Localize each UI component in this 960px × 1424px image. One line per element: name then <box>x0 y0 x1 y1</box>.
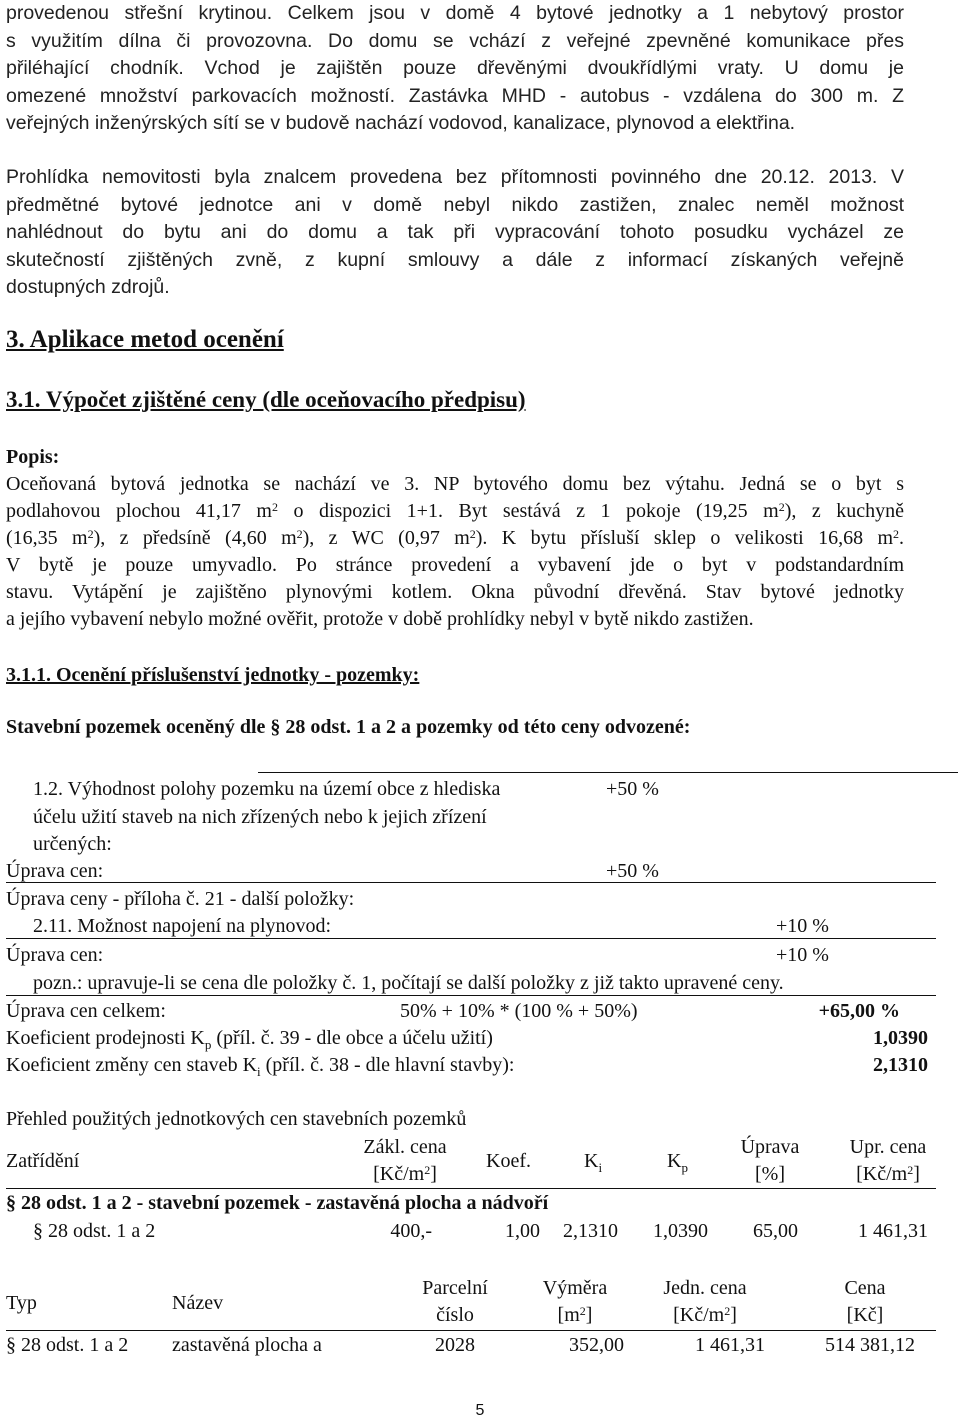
inspection-paragraph <box>6 164 904 302</box>
divider <box>6 938 936 939</box>
superscript: 2 <box>271 500 278 514</box>
calc-label: 1.2. Výhodnost polohy pozemku na území obce z hlediska <box>33 778 501 800</box>
inspection-line: předmětné bytové jednotce ani v domě nebyl nikdo zastižen, znalec neměl možnost <box>6 193 904 216</box>
superscript: 2 <box>579 1304 586 1318</box>
text-fragment: . <box>899 527 905 549</box>
calc-value: +10 % <box>776 944 829 966</box>
table-cell: § 28 odst. 1 a 2 <box>33 1220 156 1242</box>
table-cell: 65,00 <box>753 1220 798 1242</box>
text-fragment: ). K bytu přísluší sklep o velikosti 16,68 m <box>475 527 894 549</box>
superscript: 2 <box>469 527 476 541</box>
text-fragment: K <box>584 1150 599 1172</box>
calc-value: +65,00 % <box>818 1000 900 1022</box>
column-header: Výměra <box>542 1277 608 1299</box>
superscript: 2 <box>778 500 785 514</box>
superscript: 2 <box>907 1163 914 1177</box>
intro-line: provedenou střešní krytinou. Celkem jsou v domě 4 bytové jednotky a 1 nebytový prostor <box>6 2 904 24</box>
text-fragment: [Kč/m <box>673 1304 725 1326</box>
page-number: 5 <box>475 1402 485 1419</box>
column-header <box>667 1148 688 1181</box>
calc-label: 2.11. Možnost napojení na plynovod: <box>33 915 332 937</box>
calc-value: 1,0390 <box>873 1027 928 1049</box>
column-header <box>340 1161 470 1187</box>
table-cell: 400,- <box>390 1220 432 1242</box>
table-cell: 514 381,12 <box>825 1334 915 1356</box>
text-fragment: (příl. č. 39 - dle obce a účelu užití) <box>211 1027 493 1049</box>
column-header: Typ <box>6 1292 37 1314</box>
table-cell: 1 461,31 <box>695 1334 765 1356</box>
text-fragment: [m <box>557 1304 580 1326</box>
inspection-line: nahlédnout do bytu ani do domu a tak při vypracování tohoto posudku vycházel ze <box>6 221 904 243</box>
calc-label: určených: <box>33 833 112 855</box>
column-header: Název <box>172 1292 224 1314</box>
text-fragment: ), z kuchyně <box>784 500 904 522</box>
inspection-line: dostupných zdrojů. <box>6 276 170 298</box>
prehled-title: Přehled použitých jednotkových cen stavebních pozemků <box>6 1108 467 1130</box>
intro-line: omezené množství parkovacích možností. Zastávka MHD - autobus - vzdálena do 300 m. Z <box>6 84 904 107</box>
table-cell: 1,0390 <box>653 1220 708 1242</box>
column-header: [%] <box>755 1163 785 1185</box>
text-fragment: ] <box>585 1304 593 1326</box>
superscript: 2 <box>87 527 94 541</box>
column-header: Zákl. cena <box>363 1136 447 1158</box>
stavebni-pozemek-title: Stavební pozemek oceněný dle § 28 odst. 1 a 2 a pozemky od této ceny odvozené: <box>6 716 691 738</box>
text-fragment: K <box>667 1150 682 1172</box>
superscript: 2 <box>893 527 900 541</box>
column-header: Koef. <box>486 1150 531 1172</box>
heading-section-3: 3. Aplikace metod ocenění <box>6 326 284 353</box>
table-cell: § 28 odst. 1 a 2 <box>6 1334 129 1356</box>
intro-line: s využitím dílna či provozovna. Do domu se vchází z veřejné zpevněné komunikace přes <box>6 29 904 52</box>
column-header <box>520 1302 630 1328</box>
column-header: Cena <box>844 1277 886 1299</box>
divider <box>6 1188 936 1189</box>
popis-line <box>6 498 904 525</box>
table-cell: 1 461,31 <box>858 1220 928 1242</box>
column-header: Upr. cena <box>849 1136 927 1158</box>
superscript: 2 <box>724 1304 731 1318</box>
table-cell: 2,1310 <box>563 1220 618 1242</box>
divider <box>6 995 936 996</box>
calc-label: účelu užití staveb na nich zřízených nebo k jejich zřízení <box>33 806 487 828</box>
column-header: číslo <box>436 1304 474 1326</box>
column-header <box>584 1148 602 1181</box>
popis-paragraph <box>6 471 904 633</box>
column-header: Parcelní <box>422 1277 488 1299</box>
text-fragment: ] <box>913 1163 920 1185</box>
subscript: i <box>257 1064 261 1079</box>
popis-line: V bytě je pouze umyvadlo. Po stránce provedení a vybavení jde o byt v podstandardním <box>6 554 904 576</box>
calc-label: Úprava ceny - příloha č. 21 - další položky: <box>6 888 355 910</box>
column-header: Jedn. cena <box>663 1277 747 1299</box>
superscript: 2 <box>424 1163 431 1177</box>
text-fragment: podlahovou plochou 41,17 m <box>6 500 272 522</box>
divider <box>6 1330 936 1331</box>
subscript: p <box>681 1160 688 1175</box>
text-fragment: o dispozici 1+1. Byt sestává z 1 pokoje (19,25 m <box>277 500 779 522</box>
divider <box>6 882 936 883</box>
inspection-line: skutečností zjištěných zvně, z kupní smlouvy a dále z informací získaných veřejně <box>6 248 904 271</box>
popis-line: stavu. Vytápění je zajištěno plynovými kotlem. Okna původní dřevěná. Stav bytové jednotky <box>6 581 904 603</box>
calc-value: +10 % <box>776 915 829 937</box>
popis-line: a jejího vybavení nebylo možné ověřit, protože v době prohlídky nebyl v bytě nikdo zastižen. <box>6 608 754 630</box>
group-row: § 28 odst. 1 a 2 - stavební pozemek - zastavěná plocha a nádvoří <box>6 1192 549 1214</box>
calc-value: +50 % <box>606 860 659 882</box>
calc-label: Úprava cen celkem: <box>6 1000 166 1022</box>
subscript: i <box>598 1160 603 1175</box>
column-header <box>640 1302 770 1328</box>
popis-label: Popis: <box>6 446 60 468</box>
table-cell: 2028 <box>435 1334 475 1356</box>
intro-line: přiléhající chodník. Vchod je zajištěn pouze dřevěnými dvoukřídlými vraty. U domu je <box>6 57 904 79</box>
text-fragment: (příl. č. 38 - dle hlavní stavby): <box>260 1054 515 1076</box>
table-cell: 352,00 <box>569 1334 624 1356</box>
intro-paragraph <box>6 0 904 138</box>
subscript: p <box>204 1037 212 1052</box>
column-header <box>828 1161 948 1187</box>
calc-note: pozn.: upravuje-li se cena dle položky č. 1, počítají se další položky z již takto upravené ceny. <box>33 972 784 994</box>
text-fragment: (16,35 m <box>6 527 88 549</box>
intro-line: veřejných inženýrských sítí se v budově nachází vodovod, kanalizace, plynovod a elektřina. <box>6 112 796 134</box>
popis-line: Oceňovaná bytová jednotka se nachází ve 3. NP bytového domu bez výtahu. Jedná se o byt s <box>6 473 904 495</box>
text-fragment: ] <box>730 1304 737 1326</box>
heading-section-3-1-1: 3.1.1. Ocenění příslušenství jednotky - pozemky: <box>6 664 420 686</box>
calc-value: +50 % <box>606 778 659 800</box>
inspection-line: Prohlídka nemovitosti byla znalcem provedena bez přítomnosti povinného dne 20.12. 2013. V <box>6 166 904 188</box>
superscript: 2 <box>296 527 303 541</box>
table-cell: 1,00 <box>505 1220 540 1242</box>
column-header: Zatřídění <box>6 1150 80 1172</box>
divider <box>258 772 958 773</box>
text-fragment: ] <box>430 1163 437 1185</box>
calc-value: 2,1310 <box>873 1054 928 1076</box>
column-header: Úprava <box>740 1136 800 1158</box>
text-fragment: [Kč/m <box>373 1163 425 1185</box>
column-header: [Kč] <box>846 1304 884 1326</box>
text-fragment: Koeficient prodejnosti K <box>6 1027 205 1049</box>
calc-formula: 50% + 10% * (100 % + 50%) <box>400 1000 638 1022</box>
text-fragment: Koeficient změny cen staveb K <box>6 1054 258 1076</box>
popis-line <box>6 525 904 552</box>
text-fragment: ), z předsíně (4,60 m <box>93 527 297 549</box>
table-cell: zastavěná plocha a <box>172 1334 322 1356</box>
calc-label: Úprava cen: <box>6 944 104 966</box>
text-fragment: ), z WC (0,97 m <box>302 527 470 549</box>
heading-section-3-1: 3.1. Výpočet zjištěné ceny (dle oceňovacího předpisu) <box>6 387 526 412</box>
calc-label: Úprava cen: <box>6 860 104 882</box>
text-fragment: [Kč/m <box>856 1163 908 1185</box>
calc-label <box>6 1052 514 1085</box>
